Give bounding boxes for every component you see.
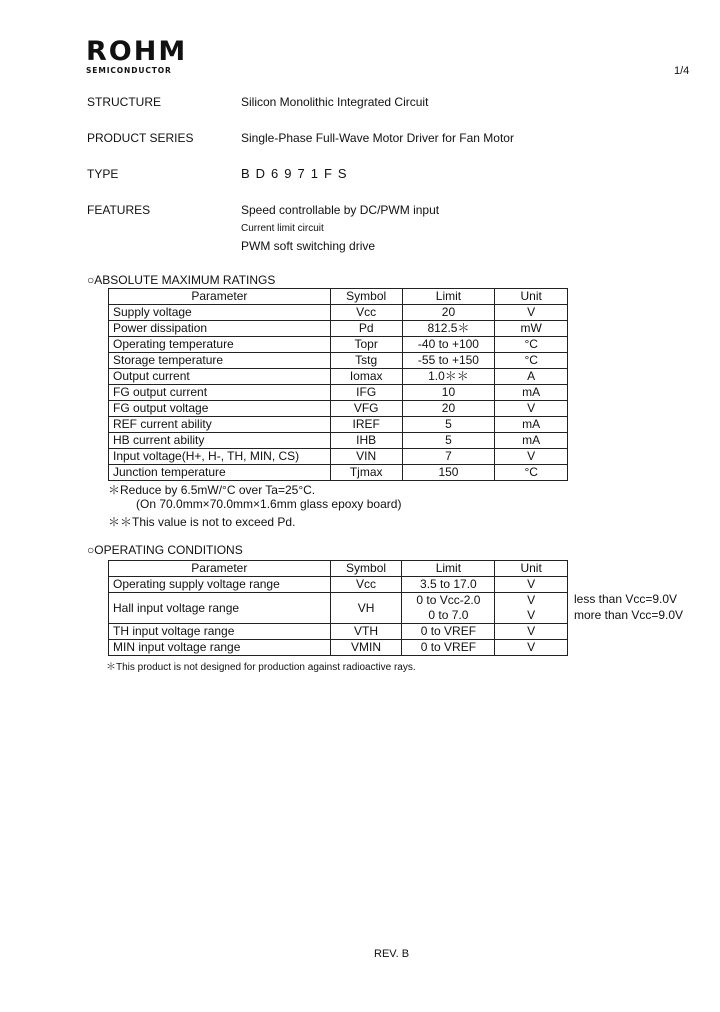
logo-wordmark: ROHM: [86, 36, 188, 67]
op-cond-title: ○OPERATING CONDITIONS: [87, 543, 243, 557]
cell-parameter: HB current ability: [109, 433, 331, 449]
header-parameter: Parameter: [109, 561, 331, 577]
feature-item: Speed controllable by DC/PWM input: [241, 203, 440, 217]
table-row: [109, 337, 568, 353]
cell-parameter: Power dissipation: [109, 321, 331, 337]
radiation-note: ＊This product is not designed for production against radioactive rays.: [106, 662, 416, 673]
table-header-row: [109, 289, 568, 305]
footnote-iomax: ＊＊This value is not to exceed Pd.: [108, 515, 296, 529]
table-row: [109, 305, 568, 321]
table-row: [109, 385, 568, 401]
cell-limit: 3.5 to 17.0: [402, 577, 495, 593]
cell-unit: °C: [495, 465, 568, 481]
header-unit: Unit: [495, 289, 568, 305]
cell-symbol: Vcc: [330, 305, 402, 321]
cell-limit: 0 to VREF: [402, 624, 495, 640]
cell-symbol: VTH: [330, 624, 402, 640]
cell-symbol: Vcc: [330, 577, 402, 593]
feature-item: Current limit circuit: [241, 223, 324, 234]
abs-max-title: ○ABSOLUTE MAXIMUM RATINGS: [87, 273, 276, 287]
hall-condition-low: less than Vcc=9.0V: [574, 592, 678, 606]
header-limit: Limit: [402, 561, 495, 577]
rohm-logo: [86, 38, 187, 75]
header-unit: Unit: [495, 561, 568, 577]
cell-unit: V: [495, 449, 568, 465]
structure-label: STRUCTURE: [87, 95, 161, 109]
cell-unit: V: [495, 640, 568, 656]
cell-parameter: REF current ability: [109, 417, 331, 433]
cell-symbol: Topr: [330, 337, 402, 353]
cell-limit: 812.5＊: [402, 321, 495, 337]
footnote-board: (On 70.0mm×70.0mm×1.6mm glass epoxy board): [136, 497, 402, 511]
cell-parameter: MIN input voltage range: [109, 640, 331, 656]
table-row: [109, 401, 568, 417]
cell-unit: A: [495, 369, 568, 385]
cell-parameter: FG output voltage: [109, 401, 331, 417]
type-label: TYPE: [87, 167, 119, 181]
table-row: [109, 577, 568, 593]
header-parameter: Parameter: [109, 289, 331, 305]
cell-parameter: Operating supply voltage range: [109, 577, 331, 593]
cell-parameter: Junction temperature: [109, 465, 331, 481]
cell-unit: mW: [495, 321, 568, 337]
cell-symbol: Iomax: [330, 369, 402, 385]
cell-limit: 0 to 7.0: [402, 608, 495, 624]
cell-unit: V: [495, 624, 568, 640]
cell-symbol: VIN: [330, 449, 402, 465]
cell-unit: mA: [495, 417, 568, 433]
cell-limit: -55 to +150: [402, 353, 495, 369]
cell-parameter: Input voltage(H+, H-, TH, MIN, CS): [109, 449, 331, 465]
cell-symbol: IFG: [330, 385, 402, 401]
cell-limit: 20: [402, 401, 495, 417]
cell-parameter: Storage temperature: [109, 353, 331, 369]
cell-parameter: TH input voltage range: [109, 624, 331, 640]
header-limit: Limit: [402, 289, 495, 305]
cell-limit: 0 to Vcc-2.0: [402, 593, 495, 609]
op-cond-table: [108, 560, 568, 656]
table-row: [109, 321, 568, 337]
cell-unit: mA: [495, 385, 568, 401]
cell-limit: 20: [402, 305, 495, 321]
table-header-row: [109, 561, 568, 577]
header-symbol: Symbol: [330, 561, 402, 577]
feature-item: PWM soft switching drive: [241, 239, 376, 253]
structure-value: Silicon Monolithic Integrated Circuit: [241, 95, 429, 109]
cell-symbol: IREF: [330, 417, 402, 433]
cell-limit: 5: [402, 417, 495, 433]
table-row: [109, 449, 568, 465]
cell-limit: 0 to VREF: [402, 640, 495, 656]
cell-unit: °C: [495, 337, 568, 353]
revision-label: REV. B: [374, 948, 410, 960]
table-row: [109, 593, 568, 609]
cell-symbol: VMIN: [330, 640, 402, 656]
cell-symbol: Pd: [330, 321, 402, 337]
table-row: [109, 433, 568, 449]
cell-parameter: Hall input voltage range: [109, 593, 331, 624]
series-value: Single-Phase Full-Wave Motor Driver for Fan Motor: [241, 131, 514, 145]
cell-unit: V: [495, 577, 568, 593]
series-label: PRODUCT SERIES: [87, 131, 194, 145]
cell-symbol: VFG: [330, 401, 402, 417]
cell-unit: V: [495, 401, 568, 417]
cell-symbol: IHB: [330, 433, 402, 449]
table-row: [109, 624, 568, 640]
cell-parameter: FG output current: [109, 385, 331, 401]
cell-unit: V: [495, 305, 568, 321]
table-row: [109, 353, 568, 369]
cell-limit: 5: [402, 433, 495, 449]
cell-limit: 7: [402, 449, 495, 465]
cell-parameter: Supply voltage: [109, 305, 331, 321]
page-number: 1/4: [674, 65, 690, 77]
cell-unit: mA: [495, 433, 568, 449]
cell-symbol: Tjmax: [330, 465, 402, 481]
features-label: FEATURES: [87, 203, 151, 217]
cell-unit: °C: [495, 353, 568, 369]
cell-symbol: Tstg: [330, 353, 402, 369]
cell-symbol: VH: [330, 593, 402, 624]
type-value: BD6971FS: [241, 166, 353, 181]
table-row: [109, 465, 568, 481]
table-row: [109, 640, 568, 656]
header-symbol: Symbol: [330, 289, 402, 305]
table-row: [109, 417, 568, 433]
footnote-pd: ＊Reduce by 6.5mW/°C over Ta=25°C.: [108, 483, 316, 497]
cell-parameter: Output current: [109, 369, 331, 385]
logo-subtitle: SEMICONDUCTOR: [86, 66, 172, 75]
table-row: [109, 369, 568, 385]
cell-parameter: Operating temperature: [109, 337, 331, 353]
cell-unit: V: [495, 593, 568, 609]
cell-limit: 1.0＊＊: [402, 369, 495, 385]
cell-limit: -40 to +100: [402, 337, 495, 353]
abs-max-table: [108, 288, 568, 481]
cell-limit: 10: [402, 385, 495, 401]
cell-limit: 150: [402, 465, 495, 481]
cell-unit: V: [495, 608, 568, 624]
hall-condition-high: more than Vcc=9.0V: [574, 608, 684, 622]
